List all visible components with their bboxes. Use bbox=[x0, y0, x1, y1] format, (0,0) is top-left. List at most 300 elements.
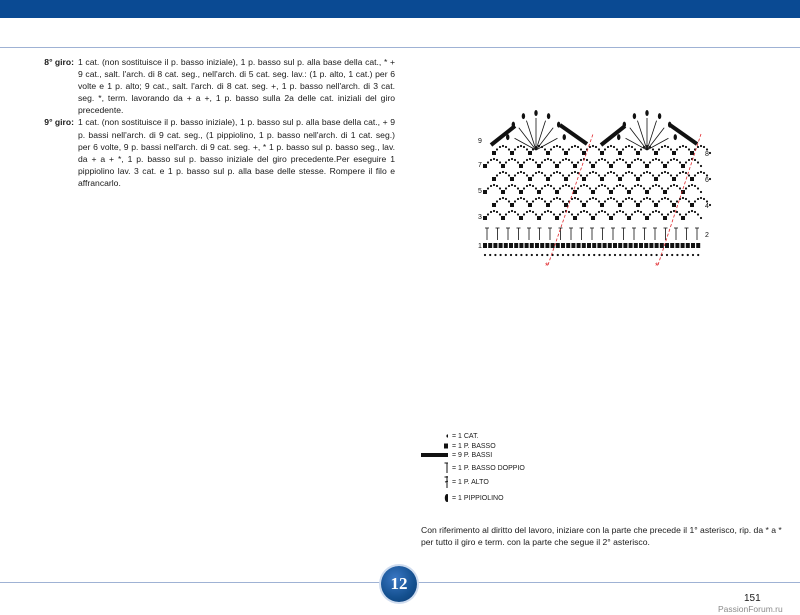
chain-dot bbox=[595, 213, 597, 215]
chain-dot bbox=[682, 145, 684, 147]
row-number-right: 4 bbox=[705, 203, 709, 210]
chain-dot bbox=[613, 187, 615, 189]
nine-single-crochet-bar bbox=[491, 126, 515, 145]
chain-dot bbox=[568, 211, 570, 213]
chain-dot bbox=[562, 254, 564, 256]
picot-mark bbox=[534, 110, 537, 116]
chain-dot bbox=[494, 254, 496, 256]
single-crochet-mark bbox=[492, 203, 496, 207]
chain-dot bbox=[670, 148, 672, 150]
single-crochet-mark bbox=[600, 151, 604, 155]
chain-dot bbox=[496, 148, 498, 150]
chain-dot bbox=[577, 187, 579, 189]
chain-dot bbox=[532, 211, 534, 213]
chain-dot bbox=[631, 187, 633, 189]
chain-dot bbox=[550, 148, 552, 150]
chain-dot bbox=[505, 254, 507, 256]
chain-dot bbox=[523, 146, 525, 148]
single-crochet-mark bbox=[573, 164, 577, 168]
chain-dot bbox=[508, 200, 510, 202]
chain-dot bbox=[595, 146, 597, 148]
chain-dot bbox=[637, 158, 639, 160]
chain-dot bbox=[514, 185, 516, 187]
single-crochet-mark bbox=[587, 243, 591, 248]
chain-dot bbox=[604, 200, 606, 202]
single-crochet-mark bbox=[634, 243, 638, 248]
chain-dot bbox=[700, 171, 702, 173]
chain-dot bbox=[652, 211, 654, 213]
chain-dot bbox=[697, 187, 699, 189]
single-crochet-mark bbox=[654, 203, 658, 207]
chain-dot bbox=[547, 184, 549, 186]
chain-dot bbox=[628, 145, 630, 147]
chain-dot bbox=[520, 171, 522, 173]
legend-label: = 1 CAT. bbox=[452, 432, 479, 440]
chain-dot bbox=[643, 187, 645, 189]
chain-dot bbox=[613, 172, 615, 174]
chain-dot bbox=[559, 213, 561, 215]
chain-dot bbox=[508, 159, 510, 161]
single-crochet-mark bbox=[555, 164, 559, 168]
chain-dot bbox=[607, 161, 609, 163]
chain-dot bbox=[604, 254, 606, 256]
chain-dot bbox=[694, 200, 696, 202]
chain-dot bbox=[499, 213, 501, 215]
chain-dot bbox=[517, 187, 519, 189]
chain-dot bbox=[586, 185, 588, 187]
legend-item bbox=[418, 449, 492, 461]
chain-dot bbox=[634, 174, 636, 176]
chain-dot bbox=[652, 185, 654, 187]
chain-dot bbox=[643, 198, 645, 200]
single-crochet-mark bbox=[600, 177, 604, 181]
chain-dot bbox=[688, 174, 690, 176]
chain-dot bbox=[496, 159, 498, 161]
chain-dot bbox=[613, 213, 615, 215]
chain-dot bbox=[487, 187, 489, 189]
chain-dot bbox=[656, 254, 658, 256]
chain-dot bbox=[688, 211, 690, 213]
chain-dot bbox=[676, 200, 678, 202]
single-crochet-mark bbox=[564, 203, 568, 207]
chain-dot bbox=[609, 254, 611, 256]
single-crochet-mark bbox=[537, 190, 541, 194]
single-crochet-mark bbox=[525, 243, 529, 248]
chain-dot bbox=[500, 254, 502, 256]
chain-dot bbox=[661, 146, 663, 148]
chain-dot bbox=[571, 172, 573, 174]
chain-dot bbox=[655, 184, 657, 186]
chain-dot bbox=[637, 210, 639, 212]
chain-dot bbox=[694, 159, 696, 161]
chain-dot bbox=[538, 171, 540, 173]
chain-dot bbox=[529, 158, 531, 160]
chain-dot bbox=[484, 254, 486, 256]
single-crochet-mark bbox=[654, 151, 658, 155]
chain-dot bbox=[604, 174, 606, 176]
chain-dot bbox=[487, 161, 489, 163]
chain-dot bbox=[685, 213, 687, 215]
chain-dot bbox=[622, 159, 624, 161]
chain-dot bbox=[652, 174, 654, 176]
chain-dot bbox=[562, 185, 564, 187]
chain-dot bbox=[559, 187, 561, 189]
single-crochet-mark bbox=[582, 243, 586, 248]
chain-dot bbox=[541, 172, 543, 174]
chain-dot bbox=[610, 171, 612, 173]
chain-dot bbox=[493, 158, 495, 160]
single-crochet-mark bbox=[675, 243, 679, 248]
row-number-left: 5 bbox=[478, 188, 482, 195]
chain-dot bbox=[598, 185, 600, 187]
chain-dot bbox=[592, 171, 594, 173]
chain-dot bbox=[664, 171, 666, 173]
chain-dot bbox=[664, 145, 666, 147]
chain-dot bbox=[655, 210, 657, 212]
chain-dot bbox=[685, 172, 687, 174]
single-crochet-mark bbox=[600, 203, 604, 207]
chain-dot bbox=[670, 200, 672, 202]
single-crochet-mark bbox=[672, 151, 676, 155]
chain-dot bbox=[526, 185, 528, 187]
chain-dot bbox=[622, 174, 624, 176]
single-crochet-mark bbox=[618, 177, 622, 181]
chain-dot bbox=[589, 213, 591, 215]
chain-dot bbox=[658, 159, 660, 161]
chain-dot bbox=[511, 184, 513, 186]
single-crochet-mark bbox=[545, 243, 549, 248]
chain-dot bbox=[505, 187, 507, 189]
chain-dot bbox=[580, 174, 582, 176]
chain-dot bbox=[691, 184, 693, 186]
single-crochet-mark bbox=[627, 190, 631, 194]
single-crochet-mark bbox=[492, 177, 496, 181]
single-crochet-mark bbox=[510, 151, 514, 155]
round-label: 8° giro: bbox=[44, 57, 74, 67]
chain-dot bbox=[544, 200, 546, 202]
chain-dot bbox=[592, 197, 594, 199]
chain-dot bbox=[694, 174, 696, 176]
single-crochet-mark bbox=[591, 164, 595, 168]
chain-dot bbox=[667, 172, 669, 174]
single-crochet-mark bbox=[627, 164, 631, 168]
single-crochet-mark bbox=[582, 177, 586, 181]
chain-dot bbox=[541, 254, 543, 256]
chain-dot bbox=[622, 211, 624, 213]
chain-dot bbox=[532, 159, 534, 161]
chain-dot bbox=[607, 213, 609, 215]
chain-dot bbox=[559, 161, 561, 163]
chain-dot bbox=[652, 148, 654, 150]
chain-dot bbox=[544, 159, 546, 161]
chain-dot bbox=[622, 185, 624, 187]
chain-dot bbox=[508, 148, 510, 150]
picot-icon bbox=[418, 492, 448, 504]
chain-dot bbox=[496, 185, 498, 187]
chain-dot bbox=[526, 211, 528, 213]
chain-dot bbox=[508, 211, 510, 213]
watermark: PassionForum.ru bbox=[718, 604, 783, 614]
chain-dot bbox=[697, 172, 699, 174]
single-crochet-mark bbox=[483, 164, 487, 168]
single-crochet-mark bbox=[690, 203, 694, 207]
chain-dot bbox=[588, 254, 590, 256]
chain-dot bbox=[676, 211, 678, 213]
chain-dot bbox=[511, 210, 513, 212]
chain-dot bbox=[580, 185, 582, 187]
chain-dot bbox=[670, 174, 672, 176]
chain-dot bbox=[634, 185, 636, 187]
chain-dot bbox=[517, 198, 519, 200]
chain-dot bbox=[685, 161, 687, 163]
chain-dot bbox=[586, 174, 588, 176]
chain-dot bbox=[694, 185, 696, 187]
round-instructions bbox=[30, 56, 395, 189]
single-crochet-mark bbox=[537, 216, 541, 220]
single-crochet-mark bbox=[636, 151, 640, 155]
chain-dot bbox=[700, 197, 702, 199]
single-crochet-mark bbox=[649, 243, 653, 248]
chain-dot bbox=[556, 197, 558, 199]
chain-dot bbox=[526, 254, 528, 256]
chain-dot bbox=[709, 152, 711, 154]
single-crochet-mark bbox=[691, 243, 695, 248]
chain-dot bbox=[622, 148, 624, 150]
single-crochet-mark bbox=[577, 243, 581, 248]
header-band bbox=[0, 0, 800, 18]
chain-dot bbox=[505, 198, 507, 200]
chain-dot bbox=[541, 161, 543, 163]
chain-dot bbox=[634, 148, 636, 150]
single-crochet-mark bbox=[592, 243, 596, 248]
chain-dot bbox=[529, 210, 531, 212]
chain-dot bbox=[671, 254, 673, 256]
chain-dot bbox=[523, 172, 525, 174]
chain-dot bbox=[655, 158, 657, 160]
chain-dot bbox=[658, 200, 660, 202]
chain-dot bbox=[514, 159, 516, 161]
chain-dot bbox=[508, 185, 510, 187]
chain-dot bbox=[604, 148, 606, 150]
chain-dot bbox=[547, 210, 549, 212]
single-crochet-mark bbox=[582, 151, 586, 155]
single-crochet-mark bbox=[608, 243, 612, 248]
chain-dot bbox=[547, 158, 549, 160]
chain-dot bbox=[709, 178, 711, 180]
single-crochet-mark bbox=[555, 216, 559, 220]
chain-dot bbox=[624, 254, 626, 256]
picot-mark bbox=[522, 113, 525, 119]
single-crochet-mark bbox=[618, 243, 622, 248]
chain-dot bbox=[661, 198, 663, 200]
chain-dot bbox=[700, 191, 702, 193]
chain-dot bbox=[685, 198, 687, 200]
chain-dot bbox=[628, 197, 630, 199]
chain-dot bbox=[598, 148, 600, 150]
treble-icon bbox=[418, 476, 448, 488]
chain-dot bbox=[598, 211, 600, 213]
chain-dot bbox=[577, 146, 579, 148]
chain-dot bbox=[562, 148, 564, 150]
chain-dot bbox=[567, 254, 569, 256]
chain-dot bbox=[526, 159, 528, 161]
chain-dot bbox=[616, 211, 618, 213]
chain-dot bbox=[499, 146, 501, 148]
chain-dot bbox=[580, 148, 582, 150]
single-crochet-mark bbox=[663, 190, 667, 194]
row-number-right: 6 bbox=[705, 177, 709, 184]
chain-dot bbox=[697, 198, 699, 200]
chain-dot bbox=[490, 159, 492, 161]
chain-dot bbox=[666, 254, 668, 256]
single-crochet-mark bbox=[591, 190, 595, 194]
single-crochet-mark bbox=[540, 243, 544, 248]
chain-dot bbox=[544, 211, 546, 213]
chain-dot bbox=[574, 197, 576, 199]
single-crochet-mark bbox=[690, 177, 694, 181]
chain-dot bbox=[670, 159, 672, 161]
chain-dot bbox=[658, 211, 660, 213]
single-crochet-mark bbox=[609, 216, 613, 220]
chain-dot bbox=[595, 198, 597, 200]
single-crochet-mark bbox=[519, 216, 523, 220]
chain-dot bbox=[514, 211, 516, 213]
single-crochet-mark bbox=[492, 151, 496, 155]
chain-dot bbox=[598, 200, 600, 202]
single-crochet-mark bbox=[660, 243, 664, 248]
chain-dot bbox=[682, 197, 684, 199]
chain-dot bbox=[687, 254, 689, 256]
chain-dot bbox=[667, 198, 669, 200]
legend-label: = 1 P. ALTO bbox=[452, 478, 489, 486]
chain-dot bbox=[682, 254, 684, 256]
chain-dot bbox=[634, 211, 636, 213]
single-crochet-mark bbox=[530, 243, 534, 248]
chain-dot bbox=[562, 200, 564, 202]
chain-dot bbox=[643, 213, 645, 215]
single-crochet-mark bbox=[566, 243, 570, 248]
chain-dot bbox=[619, 158, 621, 160]
chain-dot bbox=[577, 213, 579, 215]
chain-dot bbox=[649, 187, 651, 189]
picot-mark bbox=[674, 134, 677, 140]
chain-dot bbox=[640, 254, 642, 256]
chain-dot bbox=[535, 198, 537, 200]
single-crochet-mark bbox=[510, 177, 514, 181]
chain-dot bbox=[493, 184, 495, 186]
chain-dot bbox=[640, 185, 642, 187]
chain-dot bbox=[526, 174, 528, 176]
chain-dot bbox=[634, 159, 636, 161]
chain-dot bbox=[589, 198, 591, 200]
single-crochet-mark bbox=[551, 243, 555, 248]
chain-dot bbox=[676, 148, 678, 150]
chain-dot bbox=[673, 210, 675, 212]
chain-dot bbox=[634, 200, 636, 202]
chain-dot bbox=[604, 211, 606, 213]
chain-dot bbox=[556, 171, 558, 173]
chain-dot bbox=[688, 200, 690, 202]
chain-dot bbox=[667, 187, 669, 189]
chain-dot bbox=[679, 187, 681, 189]
chain-dot bbox=[667, 146, 669, 148]
single-crochet-mark bbox=[670, 243, 674, 248]
single-crochet-mark bbox=[665, 243, 669, 248]
chain-dot bbox=[676, 185, 678, 187]
chain-dot bbox=[598, 174, 600, 176]
single-crochet-mark bbox=[519, 243, 523, 248]
single-crochet-mark bbox=[609, 164, 613, 168]
single-crochet-mark bbox=[672, 177, 676, 181]
chain-dot bbox=[628, 171, 630, 173]
chain-dot bbox=[577, 161, 579, 163]
chain-dot bbox=[688, 159, 690, 161]
single-crochet-mark bbox=[571, 243, 575, 248]
chain-dot bbox=[565, 184, 567, 186]
chain-dot bbox=[531, 254, 533, 256]
single-crochet-mark bbox=[639, 243, 643, 248]
chain-dot bbox=[586, 159, 588, 161]
chain-dot bbox=[583, 184, 585, 186]
single-crochet-mark bbox=[510, 203, 514, 207]
picot-mark bbox=[547, 113, 550, 119]
single-crochet-mark bbox=[488, 243, 492, 248]
chain-dot bbox=[652, 200, 654, 202]
chain-dot bbox=[559, 146, 561, 148]
chain-dot bbox=[490, 211, 492, 213]
chain-dot bbox=[499, 187, 501, 189]
single-crochet-mark bbox=[564, 177, 568, 181]
chain-dot bbox=[697, 161, 699, 163]
chain-dot bbox=[496, 174, 498, 176]
chain-dot bbox=[700, 145, 702, 147]
chain-dot bbox=[630, 254, 632, 256]
chain-dot bbox=[562, 211, 564, 213]
picot-mark bbox=[563, 134, 566, 140]
chain-dot bbox=[553, 161, 555, 163]
single-crochet-mark bbox=[483, 216, 487, 220]
single-crochet-mark bbox=[504, 243, 508, 248]
chain-dot bbox=[544, 185, 546, 187]
chain-dot bbox=[616, 159, 618, 161]
single-crochet-mark bbox=[573, 216, 577, 220]
row-number-right: 2 bbox=[705, 232, 709, 239]
chain-dot bbox=[592, 145, 594, 147]
chain-dot bbox=[694, 211, 696, 213]
single-crochet-mark bbox=[561, 243, 565, 248]
legend-label: = 1 PIPPIOLINO bbox=[452, 494, 504, 502]
chain-dot bbox=[538, 197, 540, 199]
single-crochet-mark bbox=[696, 243, 700, 248]
single-crochet-mark bbox=[546, 203, 550, 207]
chain-dot bbox=[676, 159, 678, 161]
chain-dot bbox=[673, 184, 675, 186]
chain-dot bbox=[664, 197, 666, 199]
chain-dot bbox=[571, 187, 573, 189]
chain-dot bbox=[595, 161, 597, 163]
chain-dot bbox=[571, 213, 573, 215]
chain-dot bbox=[610, 145, 612, 147]
single-crochet-mark bbox=[519, 164, 523, 168]
chain-dot bbox=[688, 148, 690, 150]
single-crochet-mark bbox=[514, 243, 518, 248]
chain-dot bbox=[544, 148, 546, 150]
legend-item bbox=[418, 492, 504, 504]
issue-badge: 12 bbox=[381, 566, 417, 602]
single-crochet-mark bbox=[644, 243, 648, 248]
chain-dot bbox=[613, 198, 615, 200]
chain-dot bbox=[685, 187, 687, 189]
